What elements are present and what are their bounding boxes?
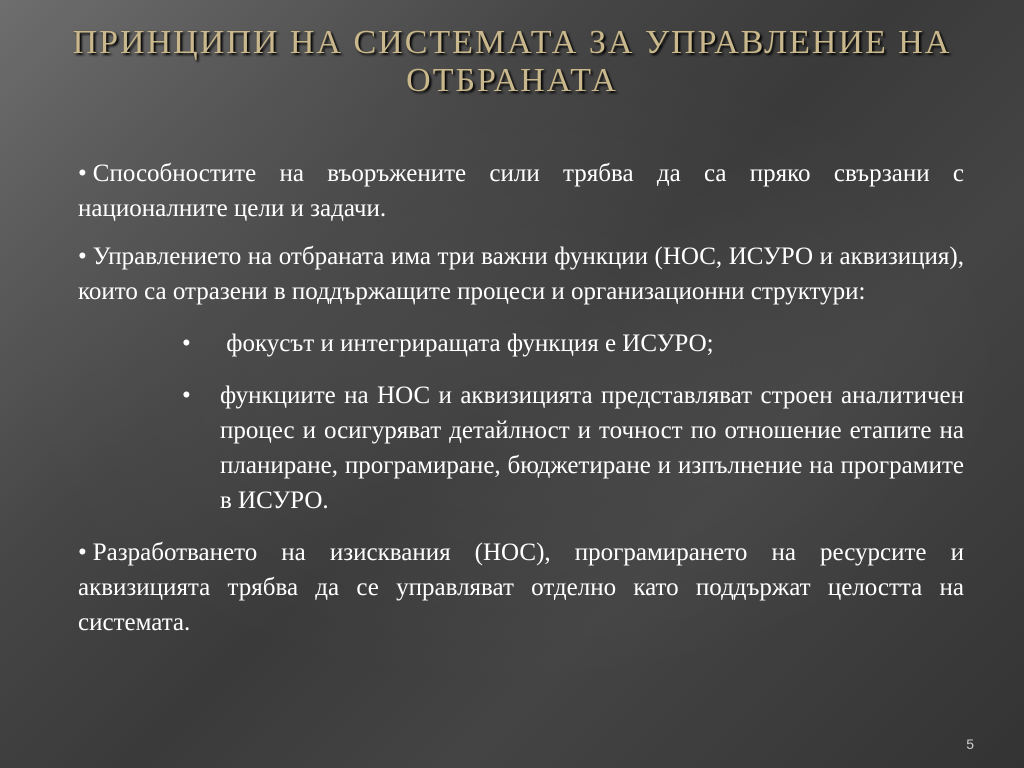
sub-bullet-icon: •: [182, 382, 191, 409]
sub-bullet-icon: •: [182, 330, 191, 357]
sub-bullet-2: [182, 378, 964, 518]
bullet-paragraph-1: [78, 156, 964, 226]
bullet-paragraph-2-text: Управлението на отбраната има три важни функции (НОС, ИСУРО и аквизиция), които са отразени в поддържащите процеси и организационни структури:: [78, 243, 964, 305]
bullet-paragraph-2: [78, 239, 964, 309]
bullet-paragraph-1-text: Способностите на въоръжените сили трябва да са пряко свързани с националните цели и задачи.: [78, 160, 964, 222]
bullet-icon: •: [78, 243, 87, 270]
slide-title-line-2: ОТБРАНАТА: [406, 62, 618, 99]
bullet-paragraph-3-text: Разработването на изисквания (НОС), програмирането на ресурсите и аквизицията трябва да се управляват отделно като поддържат целостта на системата.: [78, 539, 964, 636]
slide-title-line-1: ПРИНЦИПИ НА СИСТЕМАТА ЗА УПРАВЛЕНИЕ НА: [72, 24, 952, 61]
slide-title: [60, 24, 964, 100]
sub-bullet-1-text: фокусът и интегриращата функция е ИСУРО;: [220, 330, 714, 357]
sub-bullet-2-text: функциите на НОС и аквизицията представляват строен аналитичен процес и осигуряват детайлност и точност по отношение етапите на планиране, програмиране, бюджетиране и изпълнение на програмите в ИСУРО.: [220, 382, 964, 514]
slide-content: [78, 156, 964, 640]
page-number: 5: [966, 736, 974, 752]
bullet-icon: •: [78, 160, 87, 187]
sub-bullet-1: [182, 326, 964, 361]
bullet-icon: •: [78, 539, 87, 566]
bullet-paragraph-3: [78, 535, 964, 640]
